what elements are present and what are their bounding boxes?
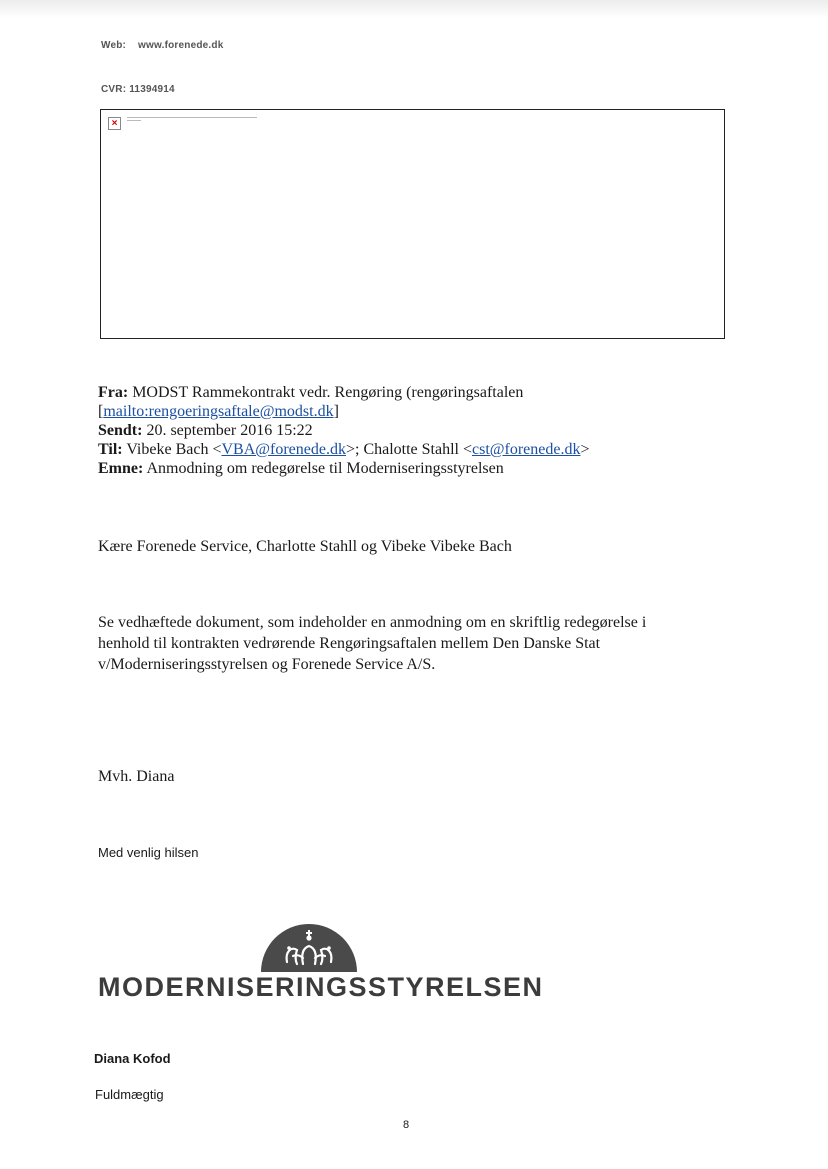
- to-email-link-1[interactable]: VBA@forenede.dk: [221, 441, 346, 458]
- web-link[interactable]: www.forenede.dk: [138, 40, 224, 51]
- subject-line: [98, 459, 748, 478]
- to-name-2: Chalotte Stahll: [363, 441, 459, 458]
- closing: Mvh. Diana: [98, 768, 175, 785]
- regards-text: Med venlig hilsen: [98, 845, 199, 860]
- from-line: [98, 383, 748, 402]
- broken-image-icon: ×: [108, 117, 121, 130]
- from-label: Fra:: [98, 384, 129, 401]
- alt-text-line: [127, 117, 257, 118]
- embedded-image-placeholder: [100, 109, 725, 339]
- crown-icon: [259, 918, 359, 972]
- sent-label: Sendt:: [98, 422, 143, 439]
- body-paragraph-line: henhold til kontrakten vedrørende Rengøringsaftalen mellem Den Danske Stat: [98, 635, 601, 652]
- logo-wordmark: MODERNISERINGSSTYRELSEN: [98, 972, 544, 1002]
- alt-text-line: [127, 120, 141, 121]
- to-label: Til:: [98, 441, 123, 458]
- email-header: [98, 383, 748, 478]
- subject-label: Emne:: [98, 460, 144, 477]
- body-paragraph-line: v/Moderniseringsstyrelsen og Forenede Service A/S.: [98, 656, 436, 673]
- web-label: Web:: [101, 40, 127, 51]
- body-paragraph: [98, 612, 778, 675]
- cvr-line: CVR: 11394914: [101, 84, 175, 95]
- scan-top-shadow: [0, 0, 828, 18]
- signature-title: Fuldmægtig: [95, 1087, 164, 1102]
- from-value: MODST Rammekontrakt vedr. Rengøring (rengøringsaftalen: [132, 384, 524, 401]
- to-name-1: Vibeke Bach: [126, 441, 209, 458]
- to-line: Til: Vibeke Bach <VBA@forenede.dk>; Chalotte Stahll <cst@forenede.dk>: [98, 441, 590, 458]
- signature-name: Diana Kofod: [94, 1051, 171, 1066]
- sent-line: [98, 421, 748, 440]
- sent-value: 20. september 2016 15:22: [146, 422, 313, 439]
- page-number: 8: [403, 1119, 410, 1131]
- subject-value: Anmodning om redegørelse til Moderniseringsstyrelsen: [146, 460, 504, 477]
- from-mailto-link[interactable]: mailto:rengoeringsaftale@modst.dk: [103, 403, 334, 420]
- to-email-link-2[interactable]: cst@forenede.dk: [472, 441, 581, 458]
- from-mailto-line: [mailto:rengoeringsaftale@modst.dk]: [98, 403, 339, 420]
- body-paragraph-line: Se vedhæftede dokument, som indeholder en anmodning om en skriftlig redegørelse i: [98, 614, 647, 631]
- web-line: [101, 40, 223, 51]
- greeting: Kære Forenede Service, Charlotte Stahll og Vibeke Vibeke Bach: [98, 538, 512, 555]
